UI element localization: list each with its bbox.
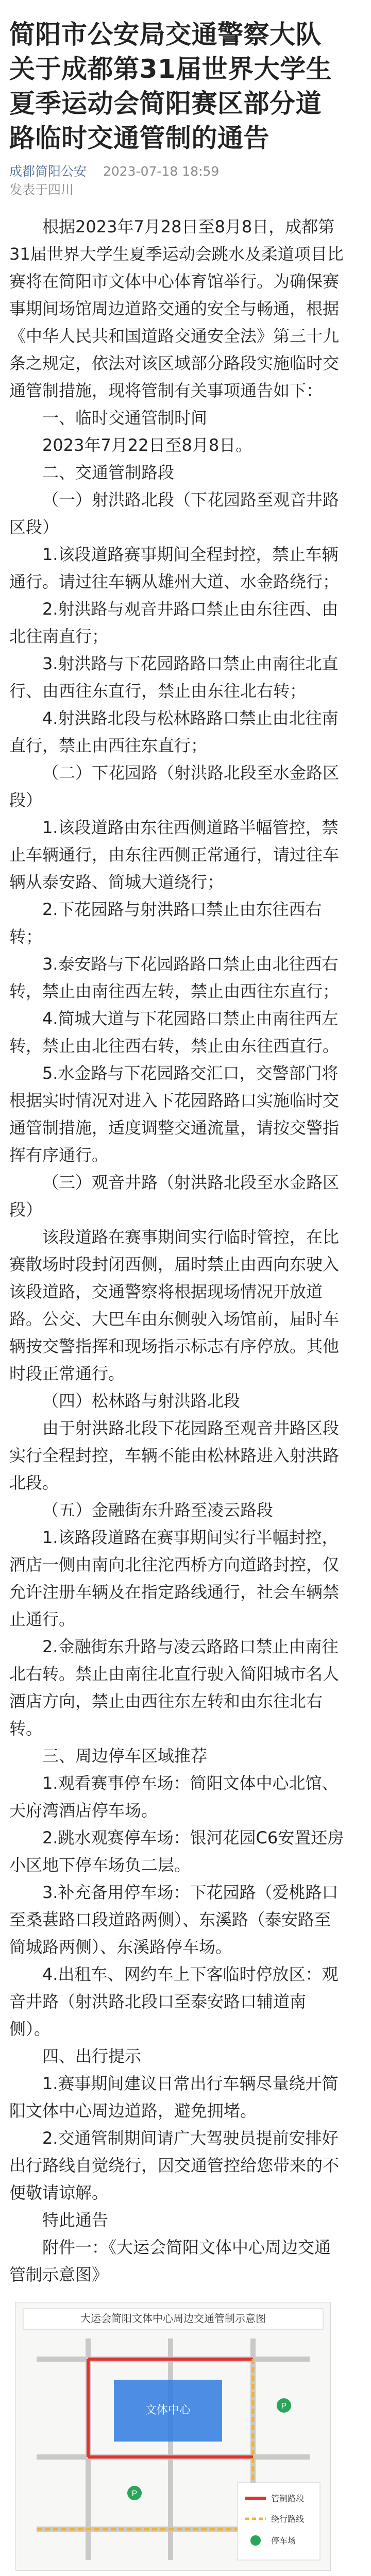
article-meta [9, 163, 346, 199]
paragraph: 2.交通管制期间请广大驾驶员提前安排好出行路线自觉绕行，因交通管控给您带来的不便敬请谅解。 [9, 2128, 340, 2202]
paragraph: 该段道路在赛事期间实行临时管控，在比赛散场时段封闭西侧，届时禁止由西向东驶入该段道路，交通警察将根据现场情况开放道路。公交、大巴车由东侧驶入场馆前，届时车辆按交警指挥和现场指示标志有序停放。其他时段正常通行。 [9, 1227, 340, 1383]
attachment-caption: 附件一：《大运会简阳文体中心周边交通管制示意图》 [9, 2238, 331, 2284]
subsection-heading: （一）射洪路北段（下花园路至观音井路区段） [9, 490, 340, 537]
closing-phrase: 特此通告 [42, 2210, 109, 2230]
paragraph: 1.该路段道路在赛事期间实行半幅封控，酒店一侧由南向北往沱西桥方向道路封控，仅允许注册车辆及在指定路线通行，社会车辆禁止通行。 [9, 1528, 340, 1629]
paragraph: 1.该段道路由东往西侧道路半幅管控，禁止车辆通行，由东往西侧正常通行，请过往车辆从泰安路、简城大道绕行； [9, 818, 340, 892]
paragraph: 2.金融街东升路与凌云路路口禁止由南往北右转。禁止由南往北直行驶入简阳城市名人酒店方向，禁止由西往东左转和由东往北右转。 [9, 1637, 340, 1738]
paragraph: 2023年7月22日至8月8日。 [42, 435, 252, 455]
paragraph: 2.跳水观赛停车场：银河花园C6安置还房小区地下停车场负二层。 [9, 1828, 344, 1875]
subsection-heading: （二）下花园路（射洪路北段至水金路区段） [9, 763, 340, 810]
paragraph: 3.泰安路与下花园路路口禁止由北往西右转，禁止由南往西左转，禁止由西往东直行； [9, 954, 340, 1001]
section-heading: 一、临时交通管制时间 [42, 408, 208, 428]
author-link[interactable]: 成都简阳公安 [9, 164, 87, 179]
traffic-control-map-drawing [16, 2302, 330, 2570]
paragraph: 1.该段道路赛事期间全程封控，禁止车辆通行。请过往车辆从雄州大道、水金路绕行； [9, 545, 340, 591]
publish-location: 发表于四川 [9, 182, 74, 197]
paragraph: 2.射洪路与观音井路口禁止由东往西、由北往南直行； [9, 599, 339, 646]
paragraph: 1.观看赛事停车场：简阳文体中心北馆、天府湾酒店停车场。 [9, 1773, 339, 1820]
paragraph: 4.简城大道与下花园路口禁止由南往西左转，禁止由北往西右转，禁止由东往西直行。 [9, 1009, 340, 1056]
section-heading: 三、周边停车区域推荐 [42, 1746, 208, 1766]
traffic-control-map [15, 2302, 331, 2571]
paragraph: 4.出租车、网约车上下客临时停放区：观音井路（射洪路北段口至泰安路口辅道南侧）。 [9, 1964, 339, 2039]
svg-text:P: P [131, 2489, 138, 2498]
svg-text:P: P [281, 2402, 287, 2411]
section-heading: 四、出行提示 [42, 2046, 142, 2066]
paragraph: 由于射洪路北段下花园路至观音井路区段实行全程封控，车辆不能由松林路进入射洪路北段。 [9, 1418, 340, 1493]
paragraph: 2.下花园路与射洪路口禁止由东往西右转； [9, 900, 322, 946]
article-body [9, 213, 346, 2576]
paragraph: 3.补充备用停车场：下花园路（爱桃路口至桑葚路口段道路两侧）、东溪路（泰安路至简城路两侧）、东溪路停车场。 [9, 1883, 339, 1957]
paragraph: 4.射洪路北段与松林路路口禁止由北往南直行，禁止由西往东直行； [9, 708, 339, 755]
subsection-heading: （三）观音井路（射洪路北段至水金路区段） [9, 1173, 340, 1219]
legend-detour: 绕行路线 [271, 2515, 305, 2524]
paragraph: 5.水金路与下花园路交汇口，交警部门将根据实时情况对进入下花园路路口实施临时交通管制措施，适度调整交通流量，请按交警指挥有序通行。 [9, 1063, 340, 1165]
paragraph: 3.射洪路与下花园路路口禁止由南往北直行、由西往东直行，禁止由东往北右转； [9, 654, 339, 701]
paragraph: 根据2023年7月28日至8月8日，成都第31届世界大学生夏季运动会跳水及柔道项目比赛将在简阳市文体中心体育馆举行。为确保赛事期间场馆周边道路交通的安全与畅通，根据《中华人民共和国道路交通安全法》第三十九条之规定，依法对该区域部分路段实施临时交通管制措施，现将管制有关事项通告如下： [9, 217, 344, 400]
subsection-heading: （五）金融街东升路至凌云路段 [42, 1500, 274, 1520]
legend-parking: 停车场 [271, 2537, 296, 2546]
subsection-heading: （四）松林路与射洪路北段 [42, 1391, 241, 1411]
article-title: 简阳市公安局交通警察大队关于成都第31届世界大学生夏季运动会简阳赛区部分道路临时交通管制的通告 [9, 20, 332, 153]
section-heading: 二、交通管制路段 [42, 463, 175, 482]
venue-label: 文体中心 [145, 2403, 191, 2416]
publish-date: 2023-07-18 18:59 [103, 164, 220, 179]
paragraph: 1.赛事期间建议日常出行车辆尽量绕开简阳文体中心周边道路，避免拥堵。 [9, 2074, 339, 2121]
legend-control: 管制路段 [271, 2495, 305, 2503]
map-heading: 大运会简阳文体中心周边交通管制示意图 [80, 2313, 266, 2325]
